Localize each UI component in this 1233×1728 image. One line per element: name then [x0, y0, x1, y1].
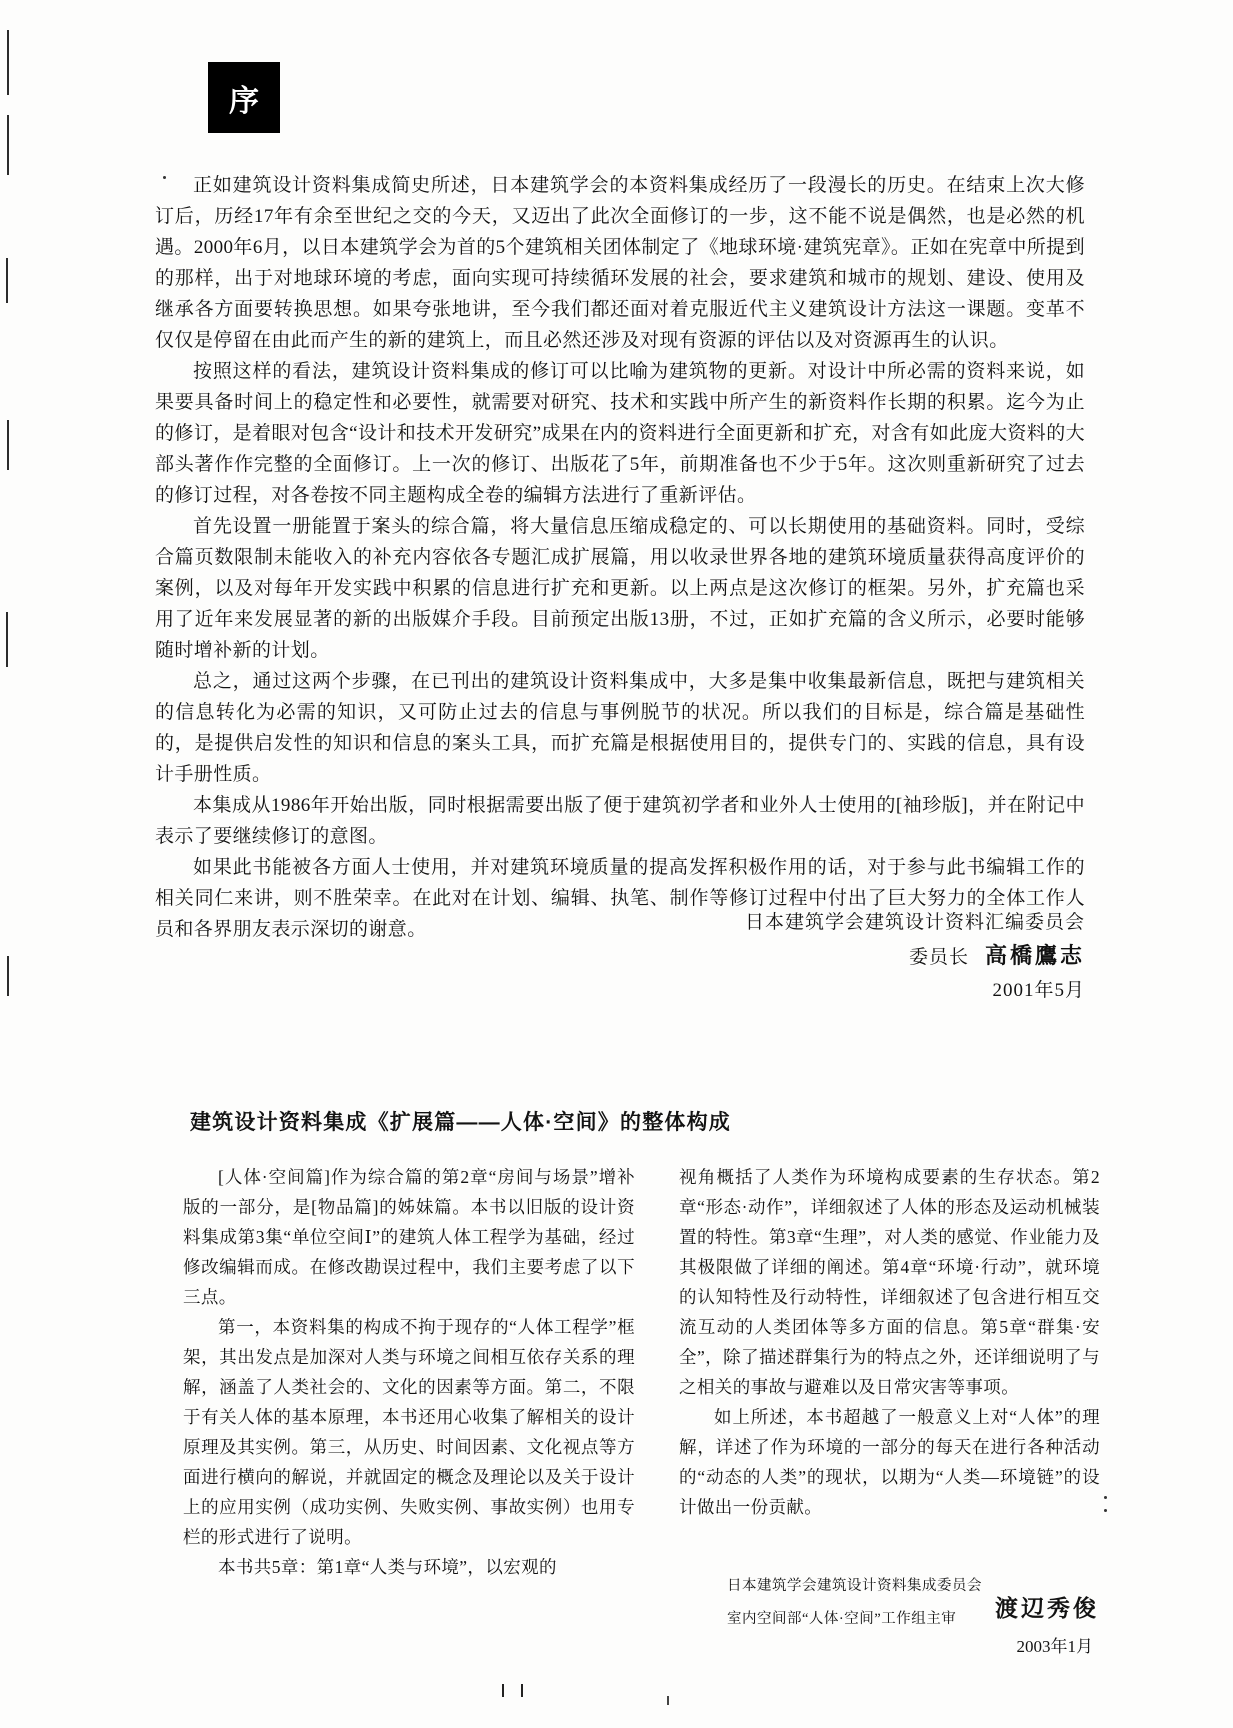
preface-paragraph: 本集成从1986年开始出版，同时根据需要出版了便于建筑初学者和业外人士使用的[袖珍版]，并在附记中表示了要继续修订的意图。	[155, 795, 1085, 847]
scan-artifact-line	[6, 258, 8, 303]
preface-signature	[745, 906, 1085, 1007]
preface-signature-date: 2001年5月	[992, 980, 1085, 1001]
composition-paragraph: 第一，本资料集的构成不拘于现存的“人体工程学”框架，其出发点是加深对人类与环境之间相互依存关系的理解，涵盖了人类社会的、文化的因素等方面。第二，不限于有关人体的基本原理，本书还用心收集了解相关的设计原理及其实例。第三，从历史、时间因素、文化视点等方面进行横向的解说，并就固定的概念及理论以及关于设计上的应用实例（成功实例、失败实例、事故实例）也用专栏的形式进行了说明。	[183, 1317, 635, 1547]
preface-signature-line	[745, 939, 1085, 974]
scan-artifact-speck	[1104, 1509, 1107, 1512]
composition-paragraph-continuation: 视角概括了人类作为环境构成要素的生存状态。第2章“形态·动作”，详细叙述了人体的形态及运动机械装置的特性。第3章“生理”，对人类的感觉、作业能力及其极限做了详细的阐述。第4章“环境·行动”，就环境的认知特性及行动特性，详细叙述了包含进行相互交流互动的人类团体等多方面的信息。第5章“群集·安全”，除了描述群集行为的特点之外，还详细说明了与之相关的事故与避难以及日常灾害等事项。	[679, 1167, 1100, 1397]
composition-signature	[727, 1574, 1099, 1666]
preface-paragraph: 如果此书能被各方面人士使用，并对建筑环境质量的提高发挥积极作用的话，对于参与此书编辑工作的相关同仁来讲，则不胜荣幸。在此对在计划、编辑、执笔、制作等修订过程中付出了巨大努力的全体工作人员和各界朋友表示深切的谢意。	[155, 857, 1085, 940]
composition-signature-org: 日本建筑学会建筑设计资料集成委员会	[727, 1578, 982, 1594]
composition-paragraph: 本书共5章：第1章“人类与环境”，以宏观的	[218, 1557, 557, 1577]
scan-artifact-line	[7, 956, 9, 996]
composition-body	[183, 1162, 1100, 1582]
preface-signature-name: 高橋鷹志	[984, 943, 1085, 968]
scan-artifact-speck	[667, 1696, 669, 1705]
composition-signature-role: 室内空间部“人体·空间”工作组主审	[727, 1611, 957, 1627]
scan-artifact-speck	[163, 176, 166, 179]
preface-paragraph: 首先设置一册能置于案头的综合篇，将大量信息压缩成稳定的、可以长期使用的基础资料。同时，受综合篇页数限制未能收入的补充内容依各专题汇成扩展篇，用以收录世界各地的建筑环境质量获得高度评价的案例，以及对每年开发实践中积累的信息进行扩充和更新。以上两点是这次修订的框架。另外，扩充篇也采用了近年来发展显著的新的出版媒介手段。目前预定出版13册，不过，正如扩充篇的含义所示，必要时能够随时增补新的计划。	[155, 516, 1085, 661]
scan-artifact-line	[6, 612, 8, 667]
scan-artifact-speck	[1104, 1496, 1107, 1499]
preface-signature-role: 委员长	[908, 947, 969, 968]
preface-badge	[208, 62, 280, 133]
preface-paragraph: 总之，通过这两个步骤，在已刊出的建筑设计资料集成中，大多是集中收集最新信息，既把与建筑相关的信息转化为必需的知识，又可防止过去的信息与事例脱节的状况。所以我们的目标是，综合篇是基础性的，是提供启发性的知识和信息的案头工具，而扩充篇是根据使用目的，提供专门的、实践的信息，具有设计手册性质。	[155, 671, 1085, 785]
preface-badge-label: 序	[229, 84, 259, 118]
preface-signature-org: 日本建筑学会建筑设计资料汇编委员会	[744, 912, 1085, 933]
footer-fold-mark	[502, 1684, 504, 1697]
composition-left-column	[183, 1162, 635, 1582]
preface-body	[155, 170, 1085, 945]
composition-signature-date: 2003年1月	[1016, 1637, 1093, 1656]
composition-title: 建筑设计资料集成《扩展篇——人体·空间》的整体构成	[190, 1111, 731, 1134]
composition-paragraph: [人体·空间篇]作为综合篇的第2章“房间与场景”增补版的一部分，是[物品篇]的姊妹篇。本书以旧版的设计资料集成第3集“单位空间Ⅰ”的建筑人体工程学为基础，经过修改编辑而成。在修改勘误过程中，我们主要考虑了以下三点。	[183, 1167, 635, 1307]
scan-artifact-line	[7, 420, 9, 470]
preface-paragraph: 按照这样的看法，建筑设计资料集成的修订可以比喻为建筑物的更新。对设计中所必需的资料来说，如果要具备时间上的稳定性和必要性，就需要对研究、技术和实践中所产生的新资料作长期的积累。迄今为止的修订，是着眼对包含“设计和技术开发研究”成果在内的资料进行全面更新和扩充，对含有如此庞大资料的大部头著作作完整的全面修订。上一次的修订、出版花了5年，前期准备也不少于5年。这次则重新研究了过去的修订过程，对各卷按不同主题构成全卷的编辑方法进行了重新评估。	[155, 361, 1085, 506]
scan-artifact-line	[7, 30, 9, 95]
scan-artifact-line	[7, 115, 9, 175]
composition-right-column	[679, 1162, 1100, 1582]
preface-paragraph: 正如建筑设计资料集成简史所述，日本建筑学会的本资料集成经历了一段漫长的历史。在结束上次大修订后，历经17年有余至世纪之交的今天，又迈出了此次全面修订的一步，这不能不说是偶然，也是必然的机遇。2000年6月，以日本建筑学会为首的5个建筑相关团体制定了《地球环境·建筑宪章》。正如在宪章中所提到的那样，出于对地球环境的考虑，面向实现可持续循环发展的社会，要求建筑和城市的规划、建设、使用及继承各方面要转换思想。如果夸张地讲，至今我们都还面对着克服近代主义建筑设计方法这一课题。变革不仅仅是停留在由此而产生的新的建筑上，而且必然还涉及对现有资源的评估以及对资源再生的认识。	[155, 175, 1085, 351]
composition-paragraph: 如上所述，本书超越了一般意义上对“人体”的理解，详述了作为环境的一部分的每天在进行各种活动的“动态的人类”的现状，以期为“人类—环境链”的设计做出一份贡献。	[679, 1407, 1100, 1517]
composition-signature-name: 渡辺秀俊	[995, 1596, 1099, 1621]
footer-fold-mark	[521, 1684, 523, 1697]
